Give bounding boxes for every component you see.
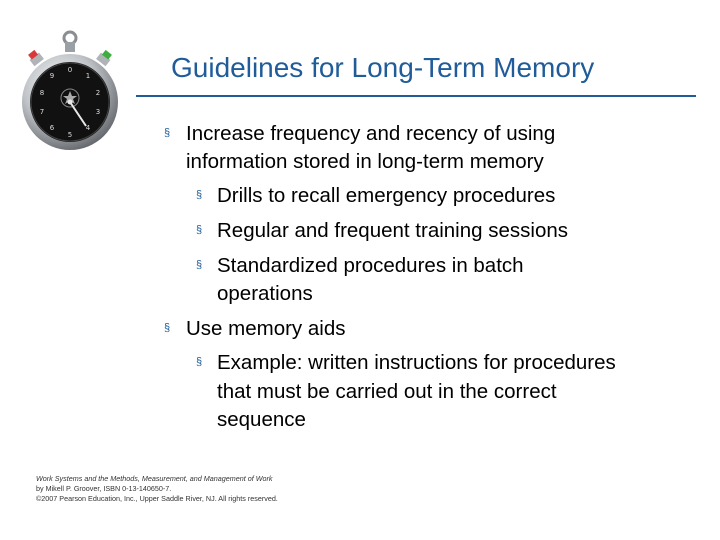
stopwatch-icon [14,30,126,152]
sub-bullet-text: Example: written instructions for procedures [217,351,616,374]
svg-text:7: 7 [39,108,45,116]
svg-text:4: 4 [85,124,91,132]
svg-text:5: 5 [67,131,73,139]
bullet-text: Increase frequency and recency of using [186,122,556,145]
svg-text:6: 6 [49,124,55,132]
sub-bullet-text: that must be carried out in the correct [217,380,557,403]
bullet-marker: § [164,322,171,334]
svg-text:0: 0 [67,66,73,74]
sub-bullet-marker: § [196,224,203,236]
footer-book-title: Work Systems and the Methods, Measurement, and Management of Work [36,474,273,483]
svg-text:2: 2 [95,89,101,97]
svg-text:3: 3 [95,108,101,116]
svg-text:1: 1 [85,72,91,80]
sub-bullet-marker: § [196,189,203,201]
bullet-text: information stored in long-term memory [186,150,544,173]
bullet-marker: § [164,127,171,139]
svg-text:9: 9 [49,72,55,80]
bullet-text: Use memory aids [186,317,346,340]
sub-bullet-text: Standardized procedures in batch [217,254,524,277]
title-divider [136,95,696,97]
sub-bullet-marker: § [196,356,203,368]
sub-bullet-marker: § [196,259,203,271]
sub-bullet-text: sequence [217,408,306,431]
sub-bullet-text: Drills to recall emergency procedures [217,184,556,207]
copyright-footer [36,474,278,504]
footer-author: by Mikell P. Groover, ISBN 0-13-140650-7. [36,484,172,493]
sub-bullet-text: operations [217,282,313,305]
sub-bullet-text: Regular and frequent training sessions [217,219,568,242]
slide-title: Guidelines for Long-Term Memory [171,52,595,83]
svg-text:8: 8 [39,89,45,97]
footer-copyright: ©2007 Pearson Education, Inc., Upper Saddle River, NJ. All rights reserved. [36,494,278,503]
